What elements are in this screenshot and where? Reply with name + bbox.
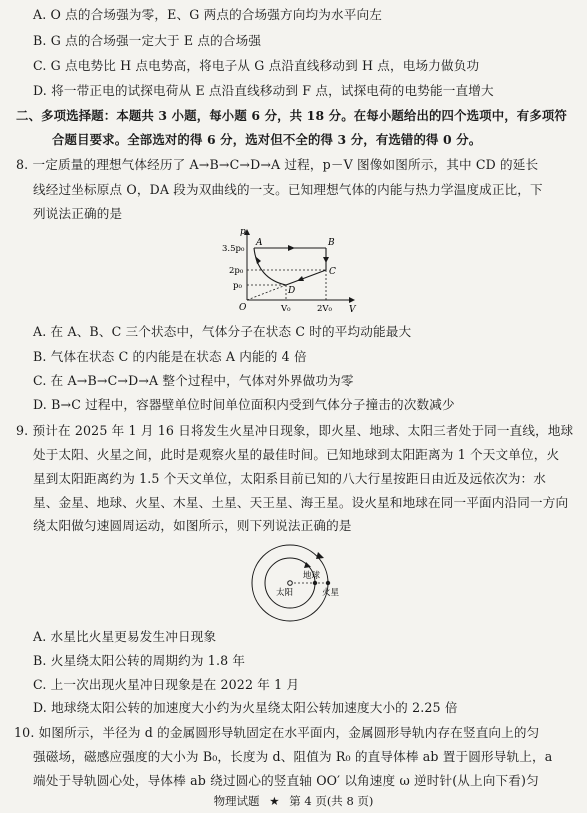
- q8-stem-line1: 8. 一定质量的理想气体经历了 A→B→C→D→A 过程，p－V 图像如图所示，其中 CD 的延长: [16, 157, 539, 172]
- tick-p0: p₀: [233, 281, 242, 291]
- q9-stem-line4: 星、金星、地球、火星、木星、土星、天王星、海王星。设火星和地球在同一平面内沿同一方向: [33, 495, 569, 510]
- q8-option-a: A. 在 A、B、C 三个状态中，气体分子在状态 C 时的平均动能最大: [33, 324, 412, 339]
- footer-page-number: 第 4 页(共 8 页): [289, 794, 374, 808]
- q8-option-b: B. 气体在状态 C 的内能是在状态 A 内能的 4 倍: [33, 349, 307, 364]
- point-b-label: B: [328, 238, 335, 248]
- q9-option-c: C. 上一次出现火星冲日现象是在 2022 年 1 月: [33, 677, 300, 692]
- point-d-label: D: [288, 286, 296, 296]
- tick-3-5p0: 3.5p₀: [222, 244, 245, 254]
- q10-stem-line3: 端处于导轨圆心处，导体棒 ab 绕过圆心的竖直轴 OO′ 以角速度 ω 逆时针(从上向下看)匀: [33, 773, 539, 788]
- footer-star-icon: ★: [269, 794, 280, 808]
- orbit-diagram: [248, 540, 348, 626]
- q7-option-d: D. 将一带正电的试探电荷从 E 点沿直线移动到 F 点，试探电荷的电势能一直增大: [33, 83, 494, 98]
- section-heading-line2: 合题目要求。全部选对的得 6 分，选对但不全的得 3 分，有选错的得 0 分。: [52, 132, 482, 147]
- q7-option-a: A. O 点的合场强为零，E、G 两点的合场强方向均为水平向左: [33, 7, 382, 22]
- q9-stem-line1: 9. 预计在 2025 年 1 月 16 日将发生火星冲日现象，即火星、地球、太阳三者处于同一直线，地球: [16, 423, 574, 438]
- pv-diagram: [222, 226, 362, 318]
- q7-option-c: C. G 点电势比 H 点电势高，将电子从 G 点沿直线移动到 H 点，电场力做负功: [33, 58, 480, 73]
- axis-p-label: p: [240, 227, 246, 237]
- q7-option-b: B. G 点的合场强一定大于 E 点的合场强: [33, 33, 262, 48]
- q10-stem-line2: 强磁场，磁感应强度的大小为 B₀，长度为 d、阻值为 R₀ 的直导体棒 ab 置于圆形导轨上，a: [33, 749, 553, 764]
- q8-option-d: D. B→C 过程中，容器壁单位时间单位面积内受到气体分子撞击的次数减少: [33, 397, 455, 412]
- q9-option-b: B. 火星绕太阳公转的周期约为 1.8 年: [33, 653, 246, 668]
- q9-option-a: A. 水星比火星更易发生冲日现象: [33, 629, 217, 644]
- earth-label: 地球: [303, 571, 321, 581]
- tick-v0: V₀: [281, 304, 291, 314]
- q8-stem-line2: 线经过坐标原点 O，DA 段为双曲线的一支。已知理想气体的内能与热力学温度成正比，下: [33, 182, 543, 197]
- q8-option-c: C. 在 A→B→C→D→A 整个过程中，气体对外界做功为零: [33, 373, 354, 388]
- mars-label: 火星: [322, 588, 340, 598]
- sun-label: 太阳: [276, 588, 294, 598]
- origin-label: O: [239, 303, 247, 313]
- tick-2p0: 2p₀: [229, 266, 244, 276]
- q9-option-d: D. 地球绕太阳公转的加速度大小约为火星绕太阳公转加速度大小的 2.25 倍: [33, 700, 458, 715]
- axis-v-label: V: [349, 305, 356, 315]
- q9-stem-line5: 绕太阳做匀速圆周运动，如图所示，则下列说法正确的是: [33, 518, 352, 533]
- section-heading-line1: 二、多项选择题：本题共 3 小题，每小题 6 分，共 18 分。在每小题给出的四个选项中，有多项符: [16, 108, 567, 123]
- q9-stem-line2: 处于太阳、火星之间，此时是观察火星的最佳时间。已知地球到太阳距离为 1 个天文单位，火: [33, 447, 560, 462]
- page-footer: [0, 793, 587, 809]
- q8-stem-line3: 列说法正确的是: [33, 206, 123, 221]
- point-c-label: C: [329, 267, 336, 277]
- footer-subject: 物理试题: [213, 794, 260, 808]
- point-a-label: A: [256, 238, 263, 248]
- q9-stem-line3: 星到太阳距离约为 1.5 个天文单位，太阳系目前已知的八大行星按距日由近及远依次为：水: [33, 471, 547, 486]
- tick-2v0: 2V₀: [317, 304, 332, 314]
- q10-stem-line1: 10. 如图所示，半径为 d 的金属圆形导轨固定在水平面内，金属圆形导轨内存在竖直向上的匀: [14, 725, 540, 740]
